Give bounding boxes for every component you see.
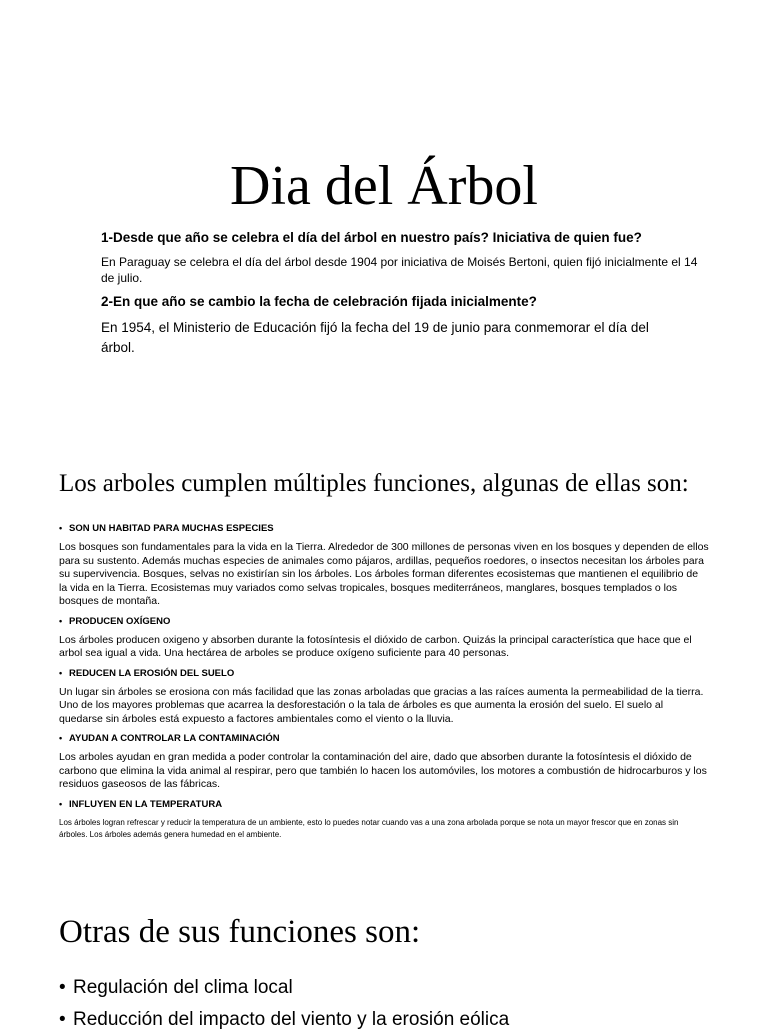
function-heading: • AYUDAN A CONTROLAR LA CONTAMINACIÓN [59, 733, 280, 744]
function-item-oxygen [59, 615, 709, 661]
bullet-icon: • [59, 733, 63, 743]
bullet-icon: • [59, 523, 63, 533]
slide-dia-del-arbol [0, 0, 768, 440]
function-heading: • REDUCEN LA EROSIÓN DEL SUELO [59, 667, 235, 679]
functions-list [59, 522, 709, 847]
function-item-erosion [59, 667, 709, 727]
function-text: Los árboles logran refrescar y reducir la temperatura de un ambiente, esto lo puedes notar cuando vas a una zona arbolada porque se nota un mayor frescor que en zonas sin árboles. Los árboles además genera humedad en el ambiente. [59, 817, 679, 839]
question-2: 2-En que año se cambio la fecha de celebración fijada inicialmente? [101, 294, 537, 309]
bullet-icon: • [59, 977, 66, 998]
bullet-icon: • [59, 615, 63, 626]
list-item: • Regulación del clima local [59, 972, 509, 1004]
function-text: Los arboles ayudan en gran medida a poder controlar la contaminación del aire, dado que absorben durante la fotosíntesis el dióxido de carbono que elimina la vida animal al respirar, pero que también lo hacen los automóviles, los motores a combustión de hidrocarburos y los residuos gaseosos de las fábricas. [59, 751, 707, 790]
slide-title: Dia del Árbol [230, 155, 538, 217]
function-heading: • SON UN HABITAD PARA MUCHAS ESPECIES [59, 523, 274, 534]
function-text: Un lugar sin árboles se erosiona con más facilidad que las zonas arboladas que gracias a las raíces aumenta la permeabilidad de la tierra. Uno de los mayores problemas que acarrea la desforestación o la tala de árboles es que aumenta la erosión del suelo. El suelo al quedarse sin árboles está expuesto a factores ambientales como el viento o la lluvia. [59, 685, 704, 725]
slide-title: Otras de sus funciones son: [59, 914, 421, 950]
function-text: Los árboles producen oxigeno y absorben durante la fotosíntesis el dióxido de carbon. Quizás la principal característica que hace que el arbol sea igual a vida. Una hectárea de arboles se produce oxígeno suficiente para 40 personas. [59, 633, 692, 659]
bullet-icon: • [59, 1009, 66, 1030]
function-text: Los bosques son fundamentales para la vida en la Tierra. Alrededor de 300 millones de personas viven en los bosques y dependen de ellos para su sustento. Además muchas especies de animales como pájaros, ardillas, pequeños roedores, o insectos necesitan los árboles para su supervivencia. Bosques, selvas no existirían sin los árboles. Los árboles forman diferentes ecosistemas que mantienen el equilibrio de la vida en la Tierra. Ecosistemas muy variados como selvas tropicales, bosques mediterráneos, manglares, bosques templados o los bosques de montaña. [59, 541, 709, 607]
other-functions-list [59, 972, 509, 1036]
bullet-icon: • [59, 667, 63, 678]
answer-1: En Paraguay se celebra el día del árbol desde 1904 por iniciativa de Moisés Bertoni, quien fijó inicialmente el 14 de julio. [101, 255, 698, 285]
slide-funciones [0, 440, 768, 870]
answer-2: En 1954, el Ministerio de Educación fijó la fecha del 19 de junio para conmemorar el día del árbol. [101, 320, 649, 355]
function-item-habitat [59, 522, 709, 609]
list-item: • Reducción del impacto del viento y la erosión eólica [59, 1004, 509, 1036]
function-heading: • INFLUYEN EN LA TEMPERATURA [59, 798, 223, 810]
function-heading: • PRODUCEN OXÍGENO [59, 615, 171, 627]
bullet-icon: • [59, 798, 63, 809]
slide-title: Los arboles cumplen múltiples funciones, algunas de ellas son: [59, 470, 689, 497]
function-item-pollution [59, 732, 709, 792]
function-item-temperature [59, 798, 709, 841]
question-1: 1-Desde que año se celebra el día del árbol en nuestro país? Iniciativa de quien fue? [101, 230, 642, 245]
slide-otras-funciones [0, 870, 768, 1030]
